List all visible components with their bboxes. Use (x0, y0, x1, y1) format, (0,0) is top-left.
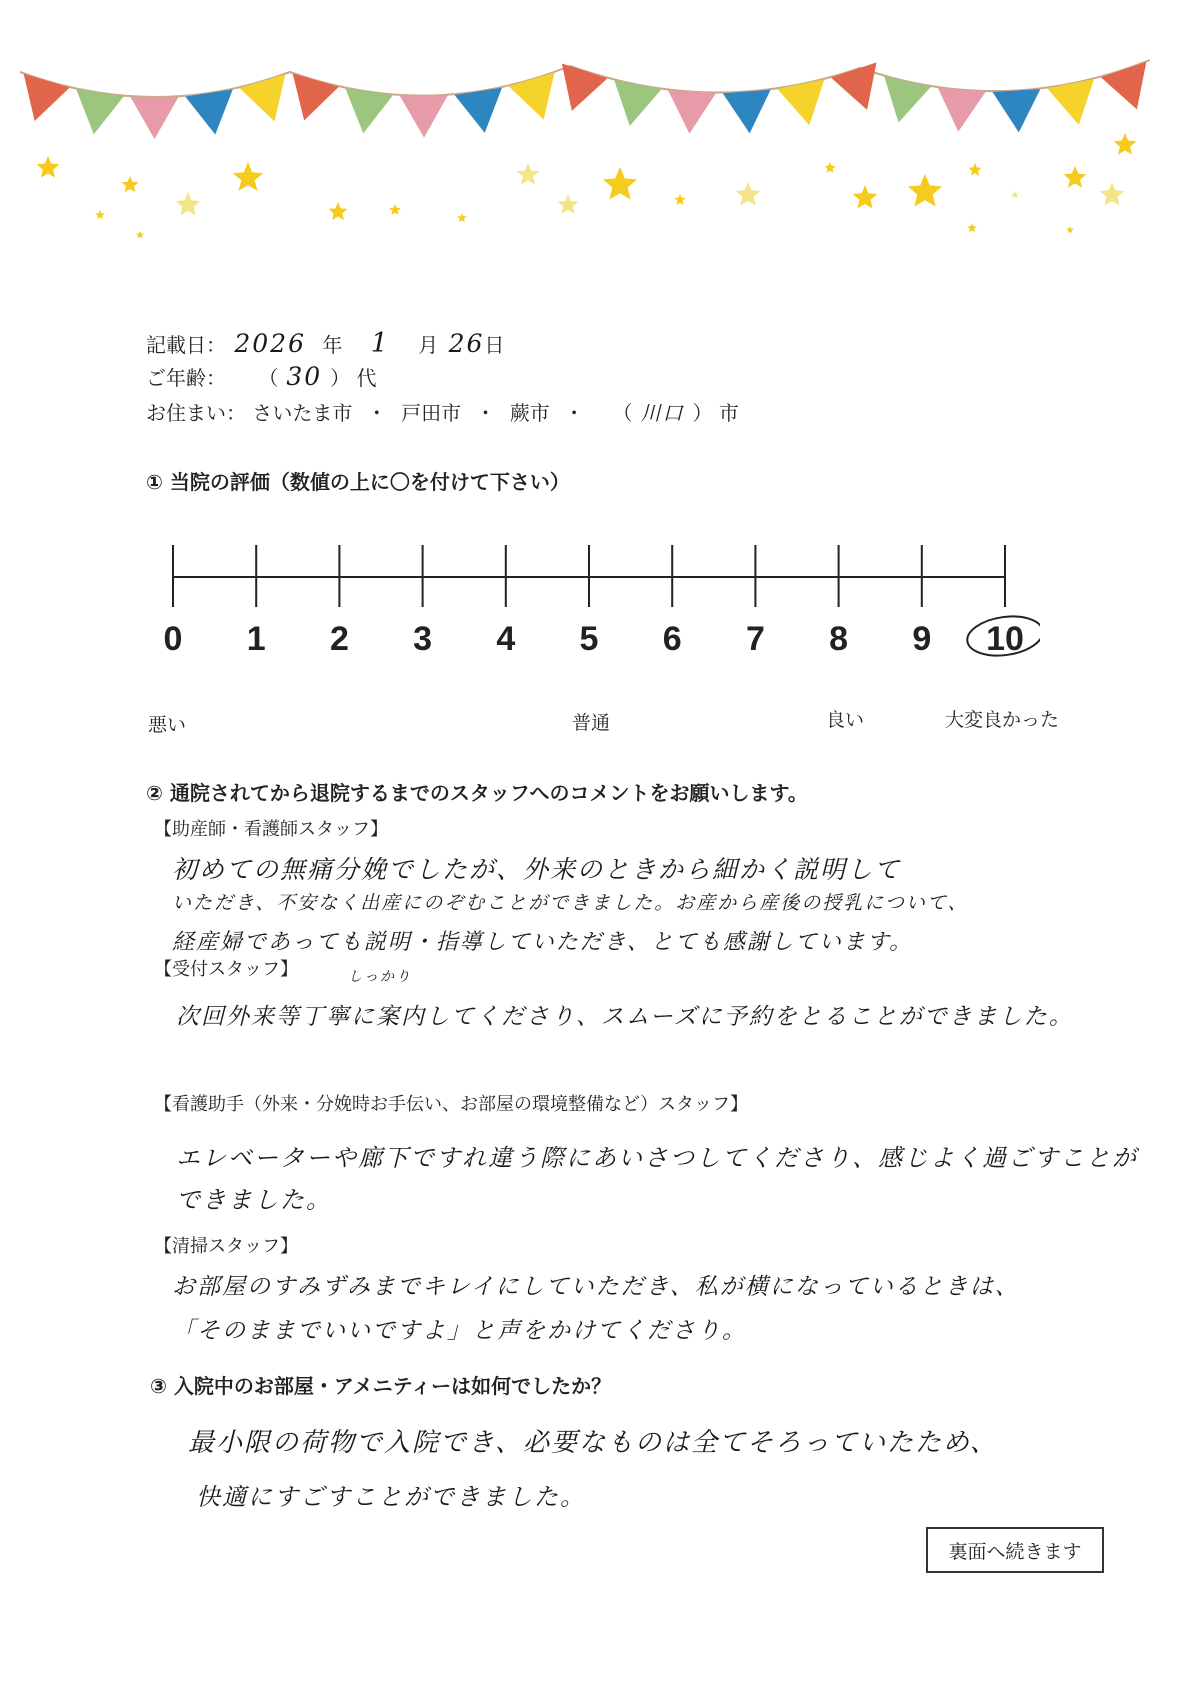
cleaning-comment-line-1: お部屋のすみずみまでキレイにしていただき、私が横になっているときは、 (172, 1274, 1020, 1300)
star-icon (603, 167, 637, 200)
bunting-flag (12, 74, 70, 128)
date-label: 記載日： (146, 333, 226, 357)
continue-label: 裏面へ続きます (948, 1540, 1082, 1563)
scale-number-label: 0 (163, 620, 183, 658)
bunting-flag (70, 89, 124, 138)
star-icon (908, 174, 942, 207)
bunting-flag (1101, 62, 1160, 117)
date-day-value: 26 (448, 329, 485, 358)
scale-number-label: 8 (829, 620, 849, 658)
bunting-flag (185, 89, 239, 138)
bunting-flag (281, 74, 339, 128)
room-comment-line-2: 快適にすごすことができました。 (196, 1483, 586, 1511)
bunting-flag (934, 88, 985, 134)
bunting-flag (606, 80, 661, 130)
scale-number-label: 5 (579, 620, 599, 658)
bunting-flag (723, 90, 774, 135)
star-icon (824, 162, 835, 173)
star-icon (853, 185, 878, 209)
scale-label-good: 良い (826, 709, 865, 731)
star-icon (121, 176, 138, 192)
residence-option-toda: 戸田市 (401, 401, 462, 425)
star-icon (674, 194, 685, 205)
midwife-staff-label: 【助産師・看護師スタッフ】 (154, 819, 388, 840)
scale-number-label: 7 (745, 620, 765, 658)
star-icon (1114, 133, 1137, 155)
scale-label-bad: 悪い (148, 714, 187, 736)
residence-unit: 市 (718, 401, 739, 425)
reception-staff-label: 【受付スタッフ】 (154, 959, 298, 980)
residence-row: お住まい： さいたま市 ・ 戸田市 ・ 蕨市 ・ （ 川口 ） 市 (146, 401, 739, 425)
star-icon (968, 163, 981, 176)
bunting-flag (340, 88, 393, 136)
day-unit: 日 (484, 333, 505, 357)
star-icon (457, 213, 467, 222)
age-unit: 代 (356, 366, 377, 390)
midwife-comment-line-1: 初めての無痛分娩でしたが、外来のときから細かく説明して (172, 855, 902, 884)
scale-number-label: 1 (246, 620, 266, 658)
date-row (146, 328, 504, 359)
star-icon (136, 231, 144, 238)
star-icon (558, 194, 579, 214)
star-icon (233, 162, 263, 191)
bunting-flag (666, 90, 716, 135)
residence-label: お住まい： (146, 401, 246, 425)
star-icon (967, 223, 977, 232)
assistant-staff-label: 【看護助手（外来・分娩時お手伝い、お部屋の環境整備など）スタッフ】 (154, 1094, 748, 1115)
scale-label-normal: 普通 (572, 712, 611, 734)
star-icon (1011, 191, 1019, 198)
bunting-flag (992, 89, 1042, 134)
midwife-comment-line-3: 経産婦であっても説明・指導していただき、とても感謝しています。 (172, 930, 914, 955)
residence-custom-value: 川口 (640, 401, 685, 425)
scale-number-label: 2 (329, 620, 349, 658)
midwife-comment-line-2: いただき、不安なく出産にのぞむことができました。お産から産後の授乳について、 (172, 892, 969, 914)
bunting-banner (0, 0, 1190, 250)
continue-on-back-box (926, 1527, 1104, 1573)
bunting-flag (509, 72, 567, 126)
star-icon (37, 156, 60, 178)
rating-scale (140, 505, 1040, 685)
age-row: ご年齢： （ 30 ） 代 (146, 362, 377, 391)
room-comment-line-1: 最小限の荷物で入院でき、必要なものは全てそろっていたため、 (188, 1428, 998, 1458)
age-value: 30 (286, 362, 323, 391)
month-unit: 月 (418, 333, 439, 357)
residence-option-warabi: 蕨市 (509, 401, 550, 425)
cleaning-comment-line-2: 「そのままでいいですよ」と声をかけてくださり。 (172, 1318, 747, 1344)
star-icon (517, 163, 540, 185)
section2-title: ② 通院されてから退院するまでのスタッフへのコメントをお願いします。 (146, 781, 808, 805)
star-icon (1066, 226, 1074, 233)
reception-comment-line-1: 次回外来等丁寧に案内してくださり、スムーズに予約をとることができました。 (176, 1004, 1074, 1030)
star-icon (176, 192, 201, 216)
section3-title: ③ 入院中のお部屋・アメニティーは如何でしたか？ (150, 1374, 612, 1398)
scale-number-label: 10 (986, 620, 1024, 658)
star-icon (1064, 166, 1087, 188)
residence-option-saitama: さいたま市 (252, 401, 353, 425)
cleaning-staff-label: 【清掃スタッフ】 (154, 1236, 298, 1257)
scale-number-label: 3 (413, 620, 433, 658)
date-month-value: 1 (370, 328, 390, 359)
scale-number-label: 6 (662, 620, 682, 658)
scale-number-label: 4 (496, 620, 516, 658)
age-label: ご年齢： (146, 366, 226, 390)
bunting-flag (400, 95, 448, 137)
star-icon (1100, 182, 1125, 206)
star-icon (736, 182, 761, 206)
star-icon (95, 210, 105, 219)
bunting-flag (239, 74, 297, 128)
star-icon (389, 204, 400, 215)
scale-label-very-good: 大変良かった (945, 709, 1060, 731)
year-unit: 年 (322, 333, 343, 357)
date-year-value: 2026 (234, 329, 306, 358)
scale-number-label: 9 (912, 620, 932, 658)
midwife-comment-insert: しっかり (348, 969, 412, 985)
assistant-comment-line-1: エレベーターや廊下ですれ違う際にあいさつしてくださり、感じよく過ごすことが (176, 1144, 1138, 1172)
assistant-comment-line-2: できました。 (176, 1186, 332, 1214)
section1-title: ① 当院の評価（数値の上に〇を付けて下さい） (146, 470, 570, 494)
bunting-flag (131, 97, 179, 139)
star-icon (329, 202, 348, 220)
bunting-flag (831, 62, 890, 117)
bunting-flag (455, 88, 509, 137)
